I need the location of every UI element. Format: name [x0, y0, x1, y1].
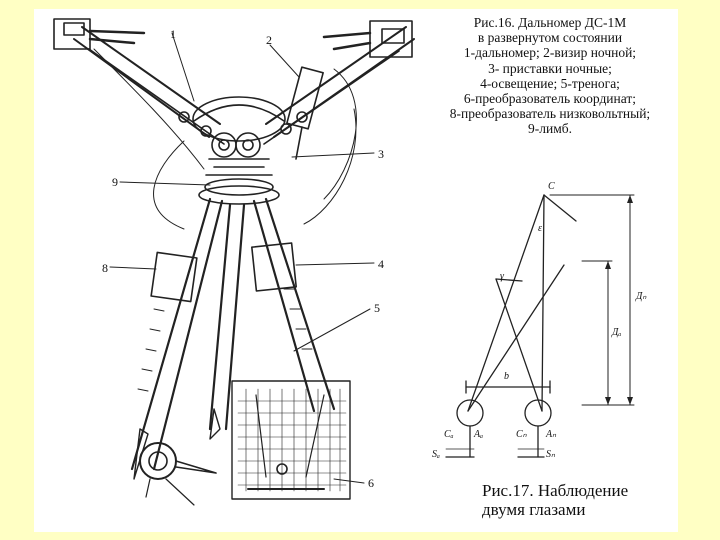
figure16-caption-line: 3- приставки ночные;: [488, 60, 612, 76]
figure16-caption-line: Рис.16. Дальномер ДС-1М: [473, 15, 627, 30]
label-right-s: Sₙ: [546, 449, 555, 460]
figure16-caption-line: 8-преобразователь низковольтный;: [449, 106, 651, 122]
callout-4: 4: [378, 257, 384, 271]
figure17-caption-line: двумя глазами: [482, 500, 586, 519]
slide-page: [34, 9, 678, 532]
label-epsilon: ε: [538, 223, 542, 234]
label-right-a: Aₙ: [546, 429, 557, 440]
figure16-caption-line: 1-дальномер; 2-визир ночной;: [463, 45, 637, 61]
label-left-s: Sₐ: [432, 449, 440, 460]
label-apex-c: C: [548, 181, 555, 192]
callout-1: 1: [170, 27, 176, 41]
figure17-caption-line: Рис.17. Наблюдение: [482, 481, 629, 500]
figure16-caption-line: 6-преобразователь координат;: [463, 91, 637, 107]
label-d-total: Дₙ: [636, 291, 647, 302]
callout-2: 2: [266, 33, 272, 47]
rangefinder-illustration: [54, 19, 414, 505]
binocular-diagram: [446, 195, 634, 457]
callout-8: 8: [102, 261, 108, 275]
label-left-a: Aₐ: [474, 429, 484, 440]
callout-6: 6: [368, 476, 374, 490]
figure16-caption-line: 4-освещение; 5-тренога;: [480, 75, 620, 91]
figure17-caption: [482, 481, 672, 519]
figure16-caption: [430, 15, 670, 137]
label-right-c: Сₙ: [516, 429, 527, 440]
label-gamma: γ: [500, 271, 504, 282]
callout-5: 5: [374, 301, 380, 315]
callout-9: 9: [112, 175, 118, 189]
label-d-left: Дₐ: [612, 327, 622, 338]
figure16-caption-line: 9-лимб.: [528, 121, 572, 137]
label-left-c: Сₐ: [444, 429, 454, 440]
callout-3: 3: [378, 147, 384, 161]
figure16-caption-line: в развернутом состоянии: [477, 30, 623, 46]
label-base-b: b: [504, 371, 509, 382]
